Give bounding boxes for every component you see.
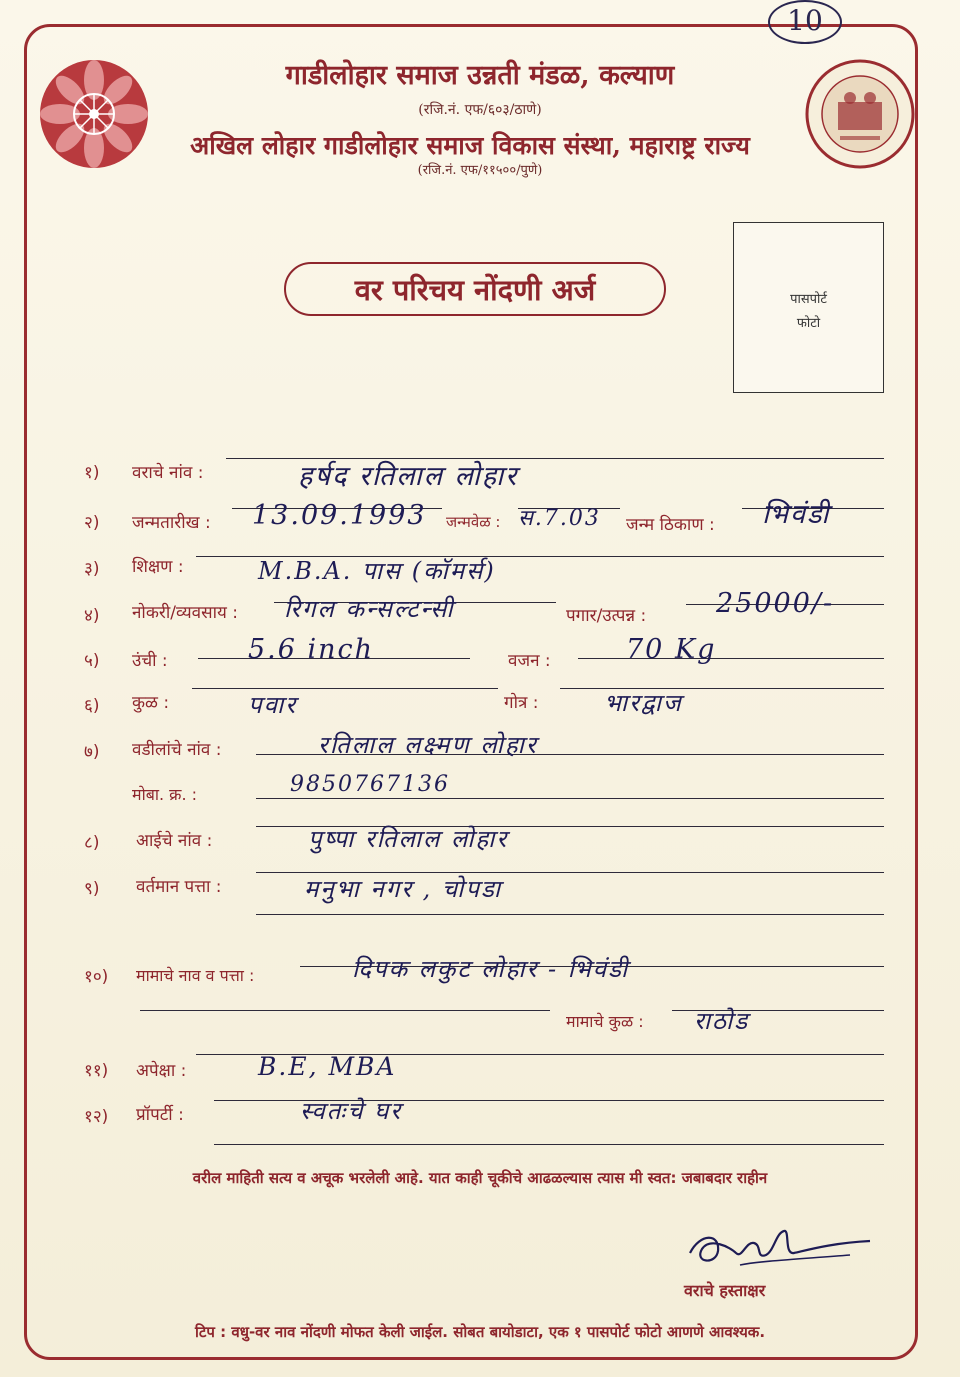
maternal-clan-label: मामाचे कुळ : <box>566 1012 644 1031</box>
field-number-1: १) <box>84 463 100 483</box>
expectation-value[interactable]: B.E, MBA <box>258 1052 397 1081</box>
address-value[interactable]: मनुभा नगर , चोपडा <box>304 875 503 903</box>
field-number-10: १०) <box>84 967 109 987</box>
maternal-uncle-line-2 <box>140 1010 550 1011</box>
birth-place-label: जन्म ठिकाण : <box>626 515 715 535</box>
occupation-label: नोकरी/व्यवसाय : <box>132 603 238 623</box>
clan-line <box>192 688 498 689</box>
education-label: शिक्षण : <box>132 557 184 577</box>
groom-name-value[interactable]: हर्षद रतिलाल लोहार <box>298 461 519 492</box>
address-line-2 <box>256 914 884 915</box>
height-value[interactable]: 5.6 inch <box>248 634 375 665</box>
birth-date-value[interactable]: 13.09.1993 <box>252 500 427 531</box>
field-number-7: ७) <box>84 742 100 762</box>
address-label: वर्तमान पत्ता : <box>136 877 222 897</box>
father-name-label: वडीलांचे नांव : <box>132 740 222 760</box>
maternal-clan-value[interactable]: राठोड <box>694 1007 750 1035</box>
father-name-value[interactable]: रतिलाल लक्ष्मण लोहार <box>318 731 538 759</box>
occupation-value[interactable]: रिगल कन्सल्टन्सी <box>284 595 455 623</box>
education-value[interactable]: M.B.A. पास (कॉमर्स) <box>258 557 496 585</box>
registration-number-2: (रजि.नं. एफ/११५००/पुणे) <box>417 163 543 178</box>
mother-name-label: आईचे नांव : <box>136 831 213 851</box>
expectation-label: अपेक्षा : <box>136 1061 187 1081</box>
birth-time-label: जन्मवेळ : <box>446 513 501 531</box>
weight-label: वजन : <box>508 651 551 671</box>
field-number-11: ११) <box>84 1061 109 1081</box>
mobile-value[interactable]: 9850767136 <box>290 772 450 797</box>
field-number-8: ८) <box>84 833 100 853</box>
birth-time-value[interactable]: स.7.03 <box>518 506 601 531</box>
field-number-5: ५) <box>84 651 100 671</box>
clan-label: कुळ : <box>132 693 170 713</box>
footer-tip: टिप : वधु-वर नाव नोंदणी मोफत केली जाईल. सोबत बायोडाटा, एक १ पासपोर्ट फोटो आणणे आवश्यक. <box>194 1323 766 1341</box>
weight-line <box>578 658 884 659</box>
groom-signature <box>680 1213 880 1283</box>
gotra-label: गोत्र : <box>504 693 539 713</box>
clan-value[interactable]: पवार <box>248 691 298 719</box>
field-number-12: १२) <box>84 1107 109 1127</box>
photo-label-line2: फोटो <box>796 316 821 331</box>
registration-number-1: (रजि.नं. एफ/६०३/ठाणे) <box>418 102 542 118</box>
mobile-label: मोबा. क्र. : <box>132 785 198 804</box>
form-title-text: वर परिचय नोंदणी अर्ज <box>354 272 596 307</box>
birth-date-label: जन्मतारीख : <box>132 513 211 533</box>
weight-value[interactable]: 70 Kg <box>626 634 717 665</box>
birth-place-value[interactable]: भिवंडी <box>762 499 831 530</box>
field-number-6: ६) <box>84 696 100 716</box>
groom-name-label: वराचे नांव : <box>132 463 204 483</box>
property-line-2 <box>214 1144 884 1145</box>
gotra-value[interactable]: भारद्वाज <box>604 689 683 717</box>
property-label: प्रॉपर्टी : <box>136 1105 184 1125</box>
salary-value[interactable]: 25000/- <box>716 588 835 619</box>
salary-label: पगार/उत्पन्न : <box>566 606 647 626</box>
photo-label-line1: पासपोर्ट <box>790 292 827 307</box>
organization-name-2: अखिल लोहार गाडीलोहार समाज विकास संस्था, महाराष्ट्र राज्य <box>190 131 750 160</box>
mobile-line <box>256 798 884 799</box>
mother-name-value[interactable]: पुष्पा रतिलाल लोहार <box>308 825 509 853</box>
height-label: उंची : <box>132 651 168 671</box>
passport-photo-box[interactable] <box>733 222 884 393</box>
field-number-3: ३) <box>84 559 100 579</box>
signature-label: वराचे हस्ताक्षर <box>684 1281 766 1300</box>
property-value[interactable]: स्वतःचे घर <box>300 1097 403 1125</box>
field-number-2: २) <box>84 513 100 533</box>
organization-name: गाडीलोहार समाज उन्नती मंडळ, कल्याण <box>285 60 675 91</box>
page-number: 10 <box>768 0 842 44</box>
field-number-4: ४) <box>84 606 100 626</box>
maternal-uncle-label: मामाचे नाव व पत्ता : <box>136 966 255 985</box>
declaration-text: वरील माहिती सत्य व अचूक भरलेली आहे. यात काही चूकीचे आढळल्यास त्यास मी स्वत: जबाबदार राहीन <box>192 1169 768 1187</box>
field-number-9: ९) <box>84 879 100 899</box>
form-title <box>284 262 666 316</box>
maternal-uncle-value[interactable]: दिपक लकुट लोहार - भिवंडी <box>352 955 630 983</box>
